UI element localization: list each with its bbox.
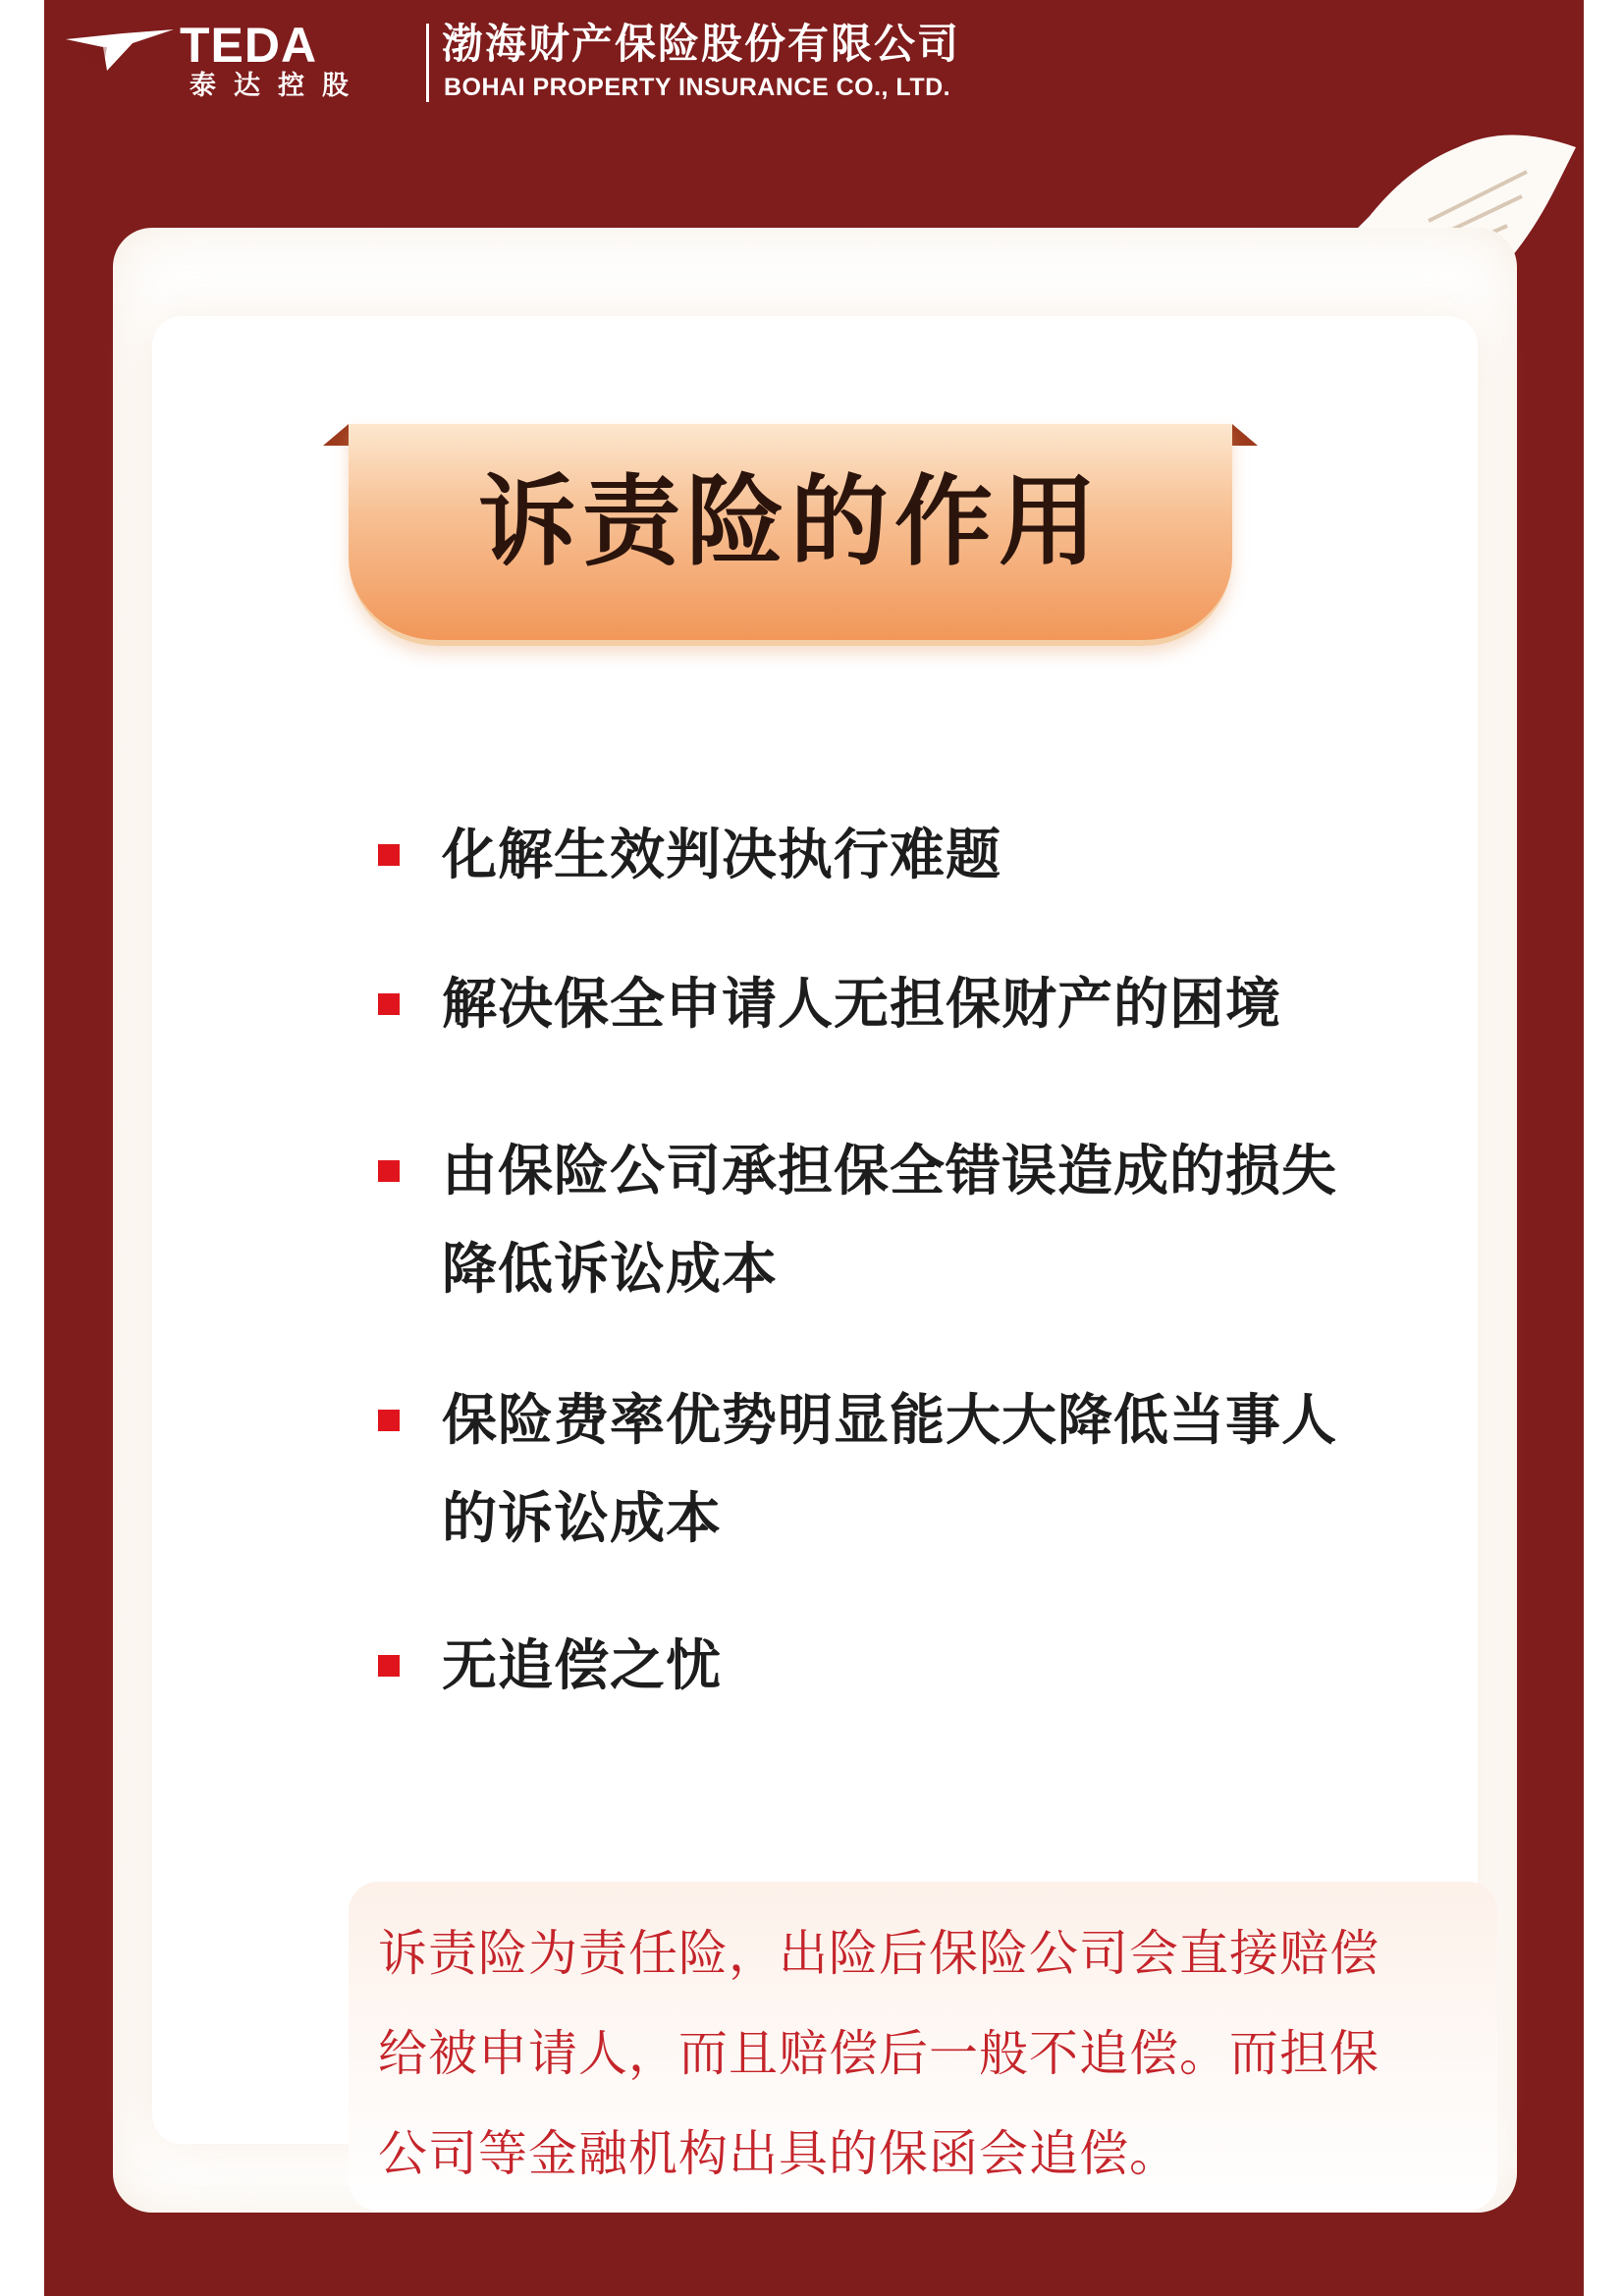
bullet-line: 无追偿之忧 xyxy=(442,1634,722,1698)
bullet-line: 由保险公司承担保全错误造成的损失 xyxy=(442,1140,1337,1203)
company-name-cn: 渤海财产保险股份有限公司 xyxy=(442,20,961,68)
teda-swoosh-icon xyxy=(64,26,177,75)
bullet-line: 解决保全申请人无担保财产的困境 xyxy=(442,973,1281,1037)
banner-fold-left xyxy=(323,424,349,446)
bullet-line: 保险费率优势明显能大大降低当事人 xyxy=(442,1389,1337,1453)
logo-divider xyxy=(426,24,429,102)
bullet-square-icon xyxy=(378,1655,400,1677)
brand-word: TEDA xyxy=(180,18,318,73)
bullet-square-icon xyxy=(378,1410,400,1431)
bullet-line: 降低诉讼成本 xyxy=(442,1238,778,1302)
company-logo xyxy=(64,18,1026,106)
note-text xyxy=(378,1903,1478,2204)
bullet-line: 的诉讼成本 xyxy=(442,1487,722,1551)
note-line: 公司等金融机构出具的保函会追偿。 xyxy=(378,2125,1179,2182)
bullet-line: 化解生效判决执行难题 xyxy=(442,824,1001,887)
content-card xyxy=(113,228,1517,2213)
brand-cn: 泰达控股 xyxy=(189,71,366,101)
banner-fold-right xyxy=(1232,424,1258,446)
bullet-square-icon xyxy=(378,844,400,866)
note-box xyxy=(349,1882,1497,2211)
company-name-en: BOHAI PROPERTY INSURANCE CO., LTD. xyxy=(444,74,951,101)
bullet-square-icon xyxy=(378,993,400,1015)
note-line: 给被申请人，而且赔偿后一般不追偿。而担保 xyxy=(378,2025,1380,2082)
note-line: 诉责险为责任险，出险后保险公司会直接赔偿 xyxy=(378,1925,1380,1982)
page-title: 诉责险的作用 xyxy=(478,464,1103,579)
poster-background xyxy=(44,0,1584,2296)
bullet-square-icon xyxy=(378,1160,400,1182)
title-banner xyxy=(349,424,1232,645)
